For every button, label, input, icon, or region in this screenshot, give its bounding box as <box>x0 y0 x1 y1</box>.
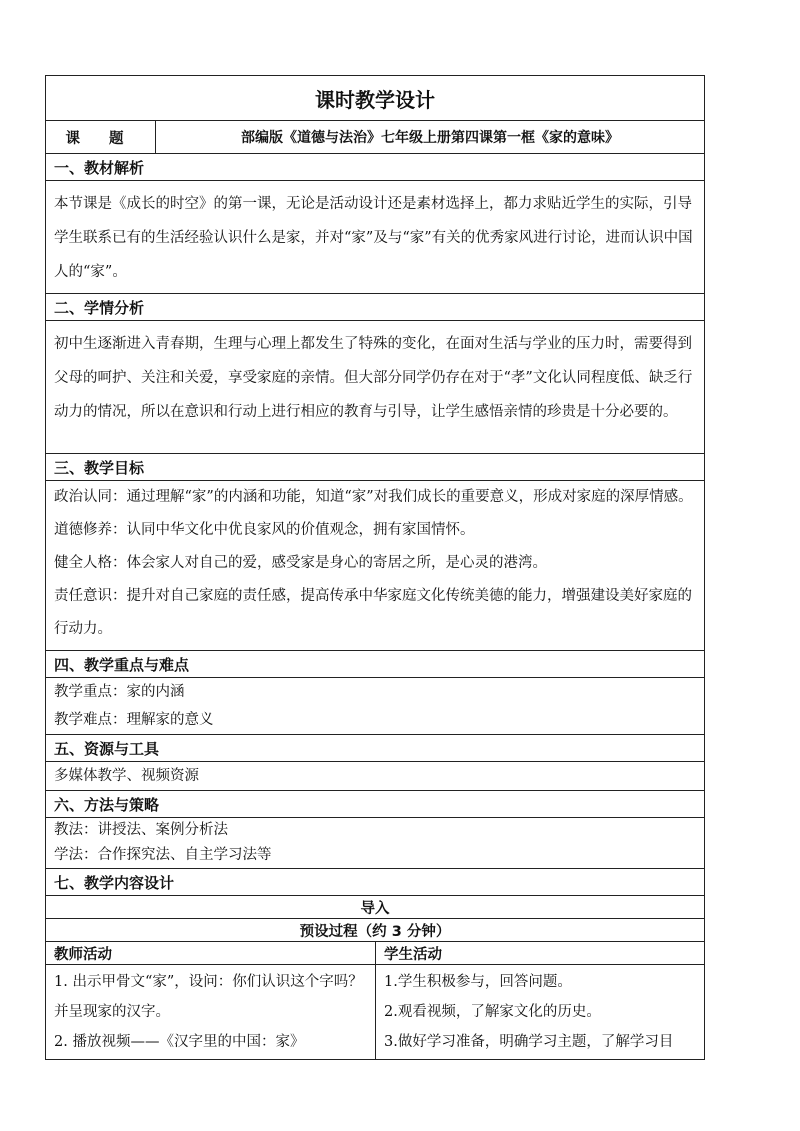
objective-political: 政治认同：通过理解“家”的内涵和功能，知道“家”对我们成长的重要意义，形成对家庭的深厚情感。 <box>54 489 693 505</box>
teaching-method: 教法：讲授法、案例分析法 <box>54 822 228 838</box>
difficult-point: 教学难点：理解家的意义 <box>54 712 214 728</box>
lesson-plan-document <box>45 75 704 1060</box>
course-title: 部编版《道德与法治》七年级上册第四课第一框《家的意味》 <box>156 121 705 154</box>
section-heading-content: 七、教学内容设计 <box>46 869 705 896</box>
phase-title: 导入 <box>46 896 705 919</box>
teacher-activity-item: 2. 播放视频——《汉字里的中国：家》 <box>54 1034 305 1050</box>
student-analysis-text: 初中生逐渐进入青春期，生理与心理上都发生了特殊的变化，在面对生活与学业的压力时，需要得到父母的呵护、关注和关爱，享受家庭的亲情。但大部分同学仍存在对于“孝”文化认同程度低、缺乏行动力的情况，所以在意识和行动上进行相应的教育与引导，让学生感悟亲情的珍贵是十分必要的。 <box>46 321 705 454</box>
objective-responsibility: 责任意识：提升对自己家庭的责任感，提高传承中华家庭文化传统美德的能力，增强建设美好家庭的行动力。 <box>54 588 692 637</box>
section-heading-students: 二、学情分析 <box>46 294 705 321</box>
lesson-plan-table <box>45 75 705 1060</box>
section-heading-methods: 六、方法与策略 <box>46 791 705 818</box>
teacher-activity-header: 教师活动 <box>46 942 376 965</box>
student-activity-cell <box>376 965 705 1060</box>
section-heading-key-points: 四、教学重点与难点 <box>46 651 705 678</box>
methods-list <box>46 818 705 869</box>
learning-method: 学法：合作探究法、自主学习法等 <box>54 847 272 863</box>
objectives-list <box>46 481 705 651</box>
document-title: 课时教学设计 <box>46 76 705 121</box>
section-heading-textbook: 一、教材解析 <box>46 154 705 181</box>
resources-list <box>46 762 705 791</box>
objective-moral: 道德修养：认同中华文化中优良家风的价值观念，拥有家国情怀。 <box>54 522 475 538</box>
student-activity-item: 3.做好学习准备，明确学习主题，了解学习目 <box>384 1034 674 1050</box>
key-points-list <box>46 678 705 735</box>
course-label: 课 题 <box>46 121 156 154</box>
student-activity-item: 2.观看视频，了解家文化的历史。 <box>384 1004 601 1020</box>
teacher-activity-cell <box>46 965 376 1060</box>
key-point: 教学重点：家的内涵 <box>54 684 185 700</box>
section-heading-objectives: 三、教学目标 <box>46 454 705 481</box>
student-activity-item: 1.学生积极参与，回答问题。 <box>384 974 572 990</box>
textbook-analysis-text: 本节课是《成长的时空》的第一课，无论是活动设计还是素材选择上，都力求贴近学生的实际，引导学生联系已有的生活经验认识什么是家，并对“家”及与“家”有关的优秀家风进行讨论，进而认识中国人的“家”。 <box>46 181 705 294</box>
objective-personality: 健全人格：体会家人对自己的爱，感受家是身心的寄居之所，是心灵的港湾。 <box>54 555 547 571</box>
section-heading-resources: 五、资源与工具 <box>46 735 705 762</box>
teacher-activity-item: 1. 出示甲骨文“家”，设问：你们认识这个字吗？并呈现家的汉字。 <box>54 974 363 1020</box>
resource-item: 多媒体教学、视频资源 <box>54 768 199 784</box>
process-title: 预设过程（约 3 分钟） <box>46 919 705 942</box>
student-activity-header: 学生活动 <box>376 942 705 965</box>
